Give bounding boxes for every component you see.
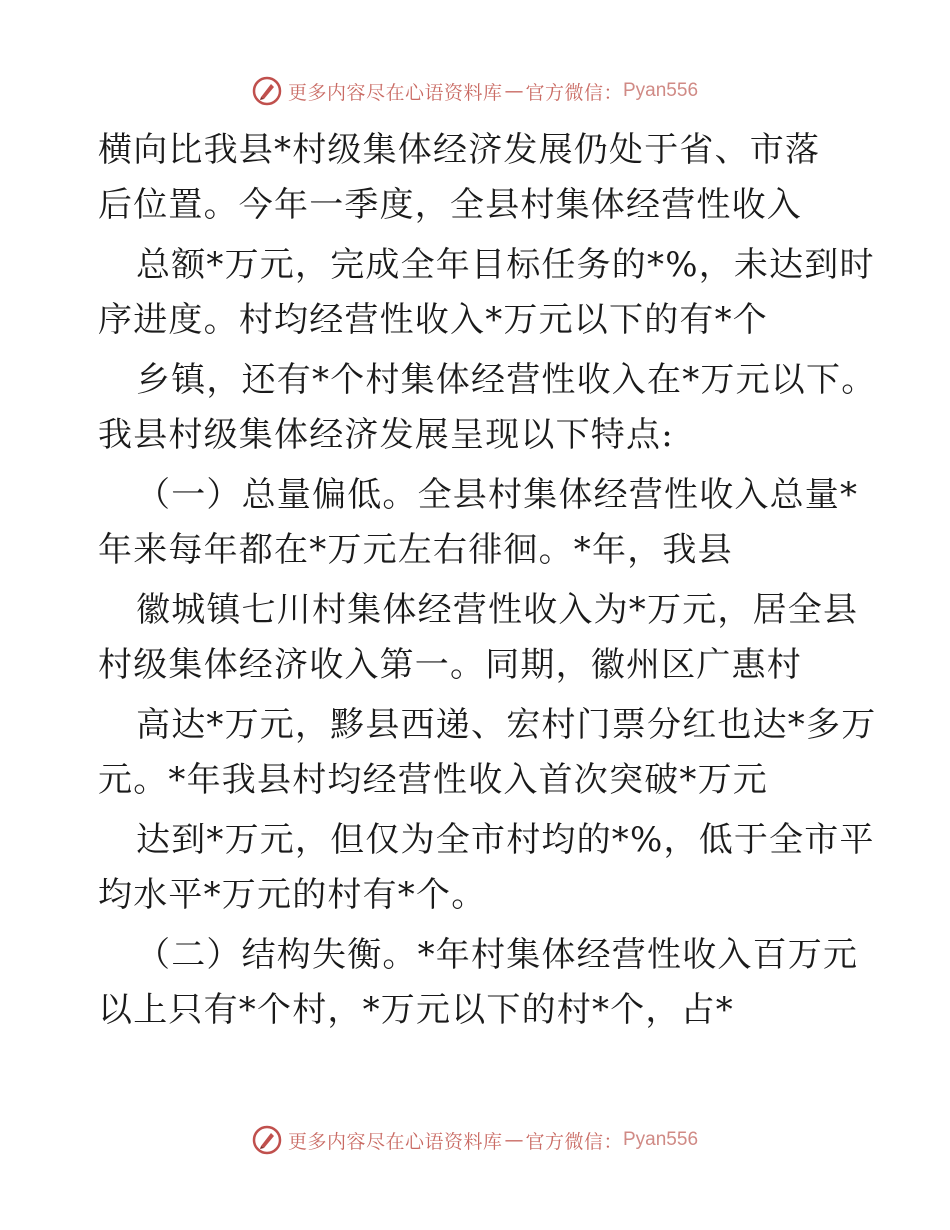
watermark-account: Pyan556 <box>623 1129 699 1150</box>
body-line: （一）总量偏低。全县村集体经营性收入总量* <box>136 475 859 515</box>
body-line: 元。*年我县村均经营性收入首次突破*万元 <box>98 760 768 800</box>
pen-logo-icon <box>252 76 282 106</box>
body-line: 徽城镇七川村集体经营性收入为*万元，居全县 <box>136 590 859 630</box>
body-line: 年来每年都在*万元左右徘徊。*年，我县 <box>98 530 733 570</box>
body-line: 总额*万元，完成全年目标任务的*%，未达到时 <box>136 245 875 285</box>
body-line: 达到*万元，但仅为全市村均的*%，低于全市平 <box>136 820 875 860</box>
watermark-label: 官方微信： <box>525 81 623 104</box>
body-line: 乡镇，还有*个村集体经营性收入在*万元以下。 <box>136 360 877 400</box>
body-line: 横向比我县*村级集体经济发展仍处于省、市落 <box>98 130 821 170</box>
watermark-site: 更多内容尽在心语资料库 <box>287 1130 503 1153</box>
body-line: 均水平*万元的村有*个。 <box>98 875 487 915</box>
watermark-dash: — <box>504 80 524 102</box>
body-line: 后位置。今年一季度，全县村集体经营性收入 <box>98 185 802 225</box>
body-line: 村级集体经济收入第一。同期，徽州区广惠村 <box>98 645 802 685</box>
header-watermark <box>0 71 950 111</box>
watermark-account: Pyan556 <box>623 80 699 101</box>
watermark-site: 更多内容尽在心语资料库 <box>287 81 503 104</box>
body-line: 我县村级集体经济发展呈现以下特点: <box>98 415 674 455</box>
pen-logo-icon <box>252 1125 282 1155</box>
body-line: 以上只有*个村，*万元以下的村*个，占* <box>98 990 734 1030</box>
watermark-label: 官方微信： <box>525 1130 623 1153</box>
body-line: 序进度。村均经营性收入*万元以下的有*个 <box>98 300 768 340</box>
body-line: 高达*万元，黟县西递、宏村门票分红也达*多万 <box>136 705 877 745</box>
watermark-dash: — <box>504 1129 524 1151</box>
footer-watermark <box>0 1120 950 1160</box>
body-line: （二）结构失衡。*年村集体经营性收入百万元 <box>136 935 859 975</box>
